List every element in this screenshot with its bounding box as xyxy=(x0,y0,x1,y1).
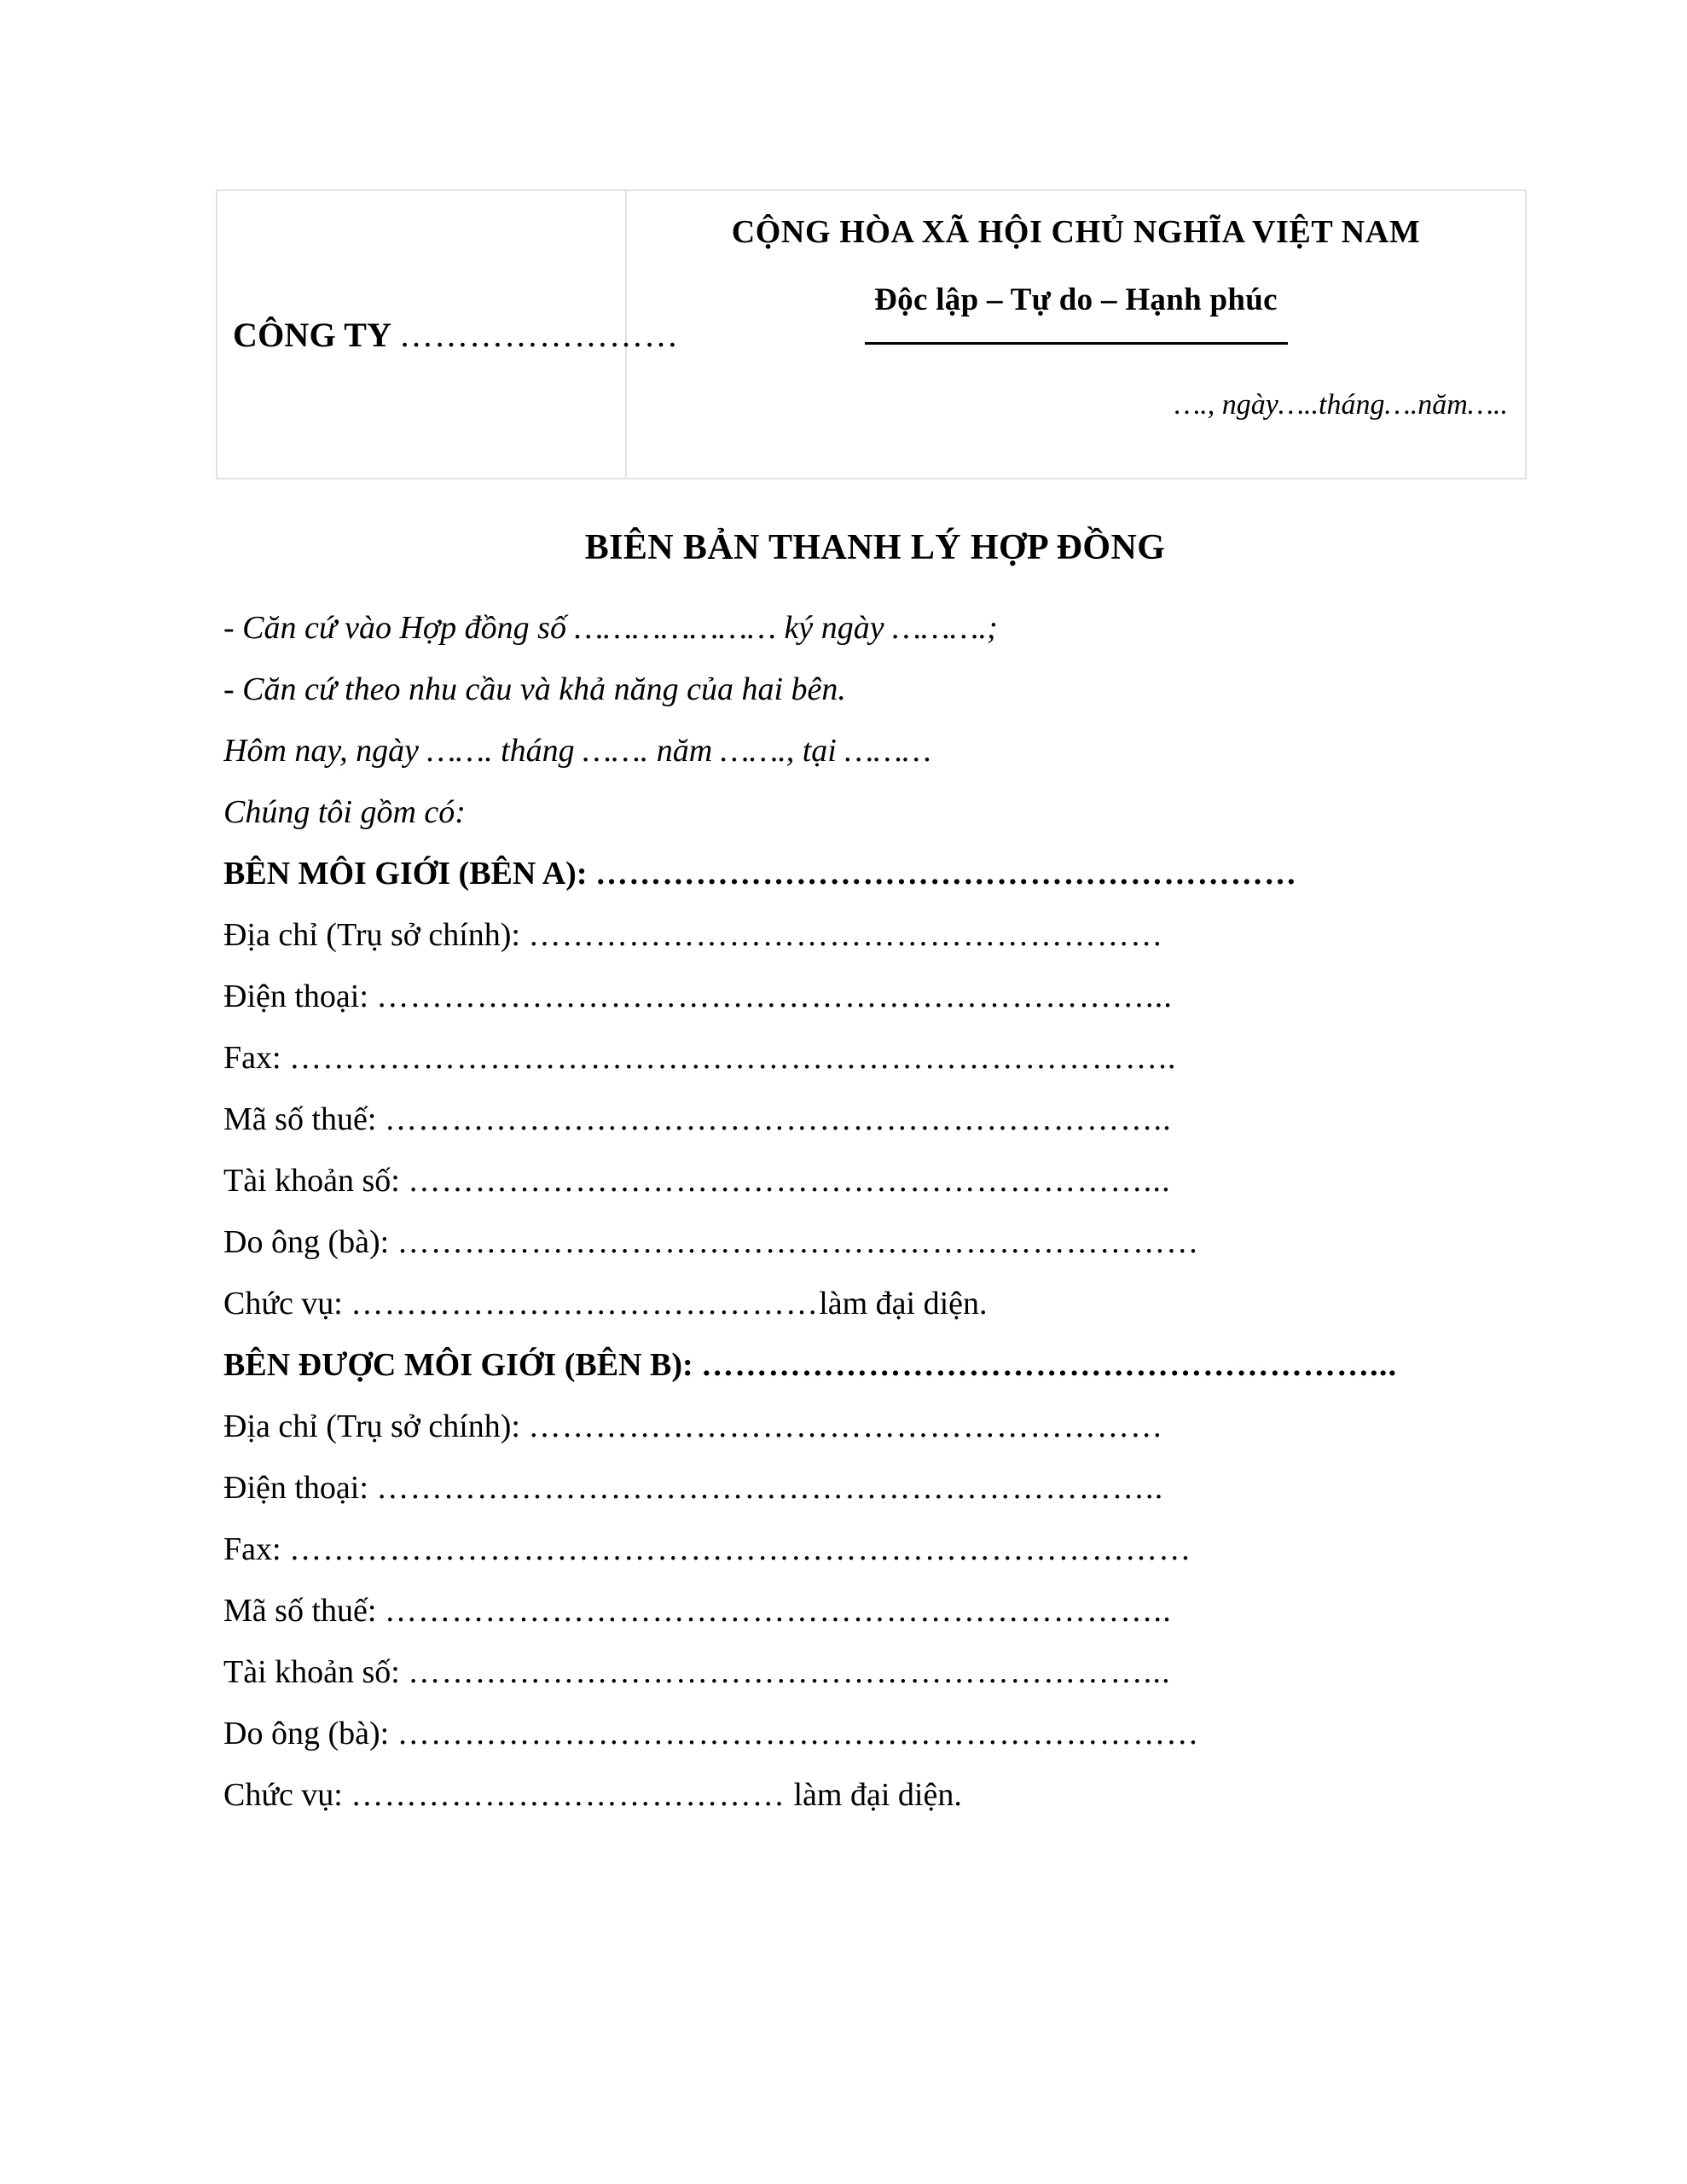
national-title: CỘNG HÒA XÃ HỘI CHỦ NGHĨA VIỆT NAM xyxy=(731,214,1421,250)
party-a-account-line xyxy=(223,1150,1527,1211)
party-a-position-dots: …………………………………… xyxy=(351,1286,820,1321)
party-a-tax-code-line xyxy=(223,1089,1527,1150)
party-a-tax-code-label: Mã số thuế: xyxy=(223,1101,377,1137)
party-a-account-label: Tài khoản số: xyxy=(223,1163,400,1199)
date-place-line: …., ngày…..tháng….năm….. xyxy=(1174,389,1508,421)
party-a-phone-label: Điện thoại: xyxy=(223,979,368,1014)
preamble-line-3: Hôm nay, ngày ……. tháng ……. năm ……., tại ……… xyxy=(223,733,931,769)
preamble-line-1: - Căn cứ vào Hợp đồng số ………………… ký ngày ……….; xyxy=(223,610,998,646)
company-dots: …………………… xyxy=(398,315,679,354)
party-b-heading-dots: ……………………………………………………... xyxy=(701,1347,1398,1383)
letterhead-table xyxy=(216,189,1527,479)
party-b-representative-line xyxy=(223,1703,1527,1764)
party-b-fax-label: Fax: xyxy=(223,1531,281,1567)
party-b-representative-dots: ……………………………………………………………… xyxy=(397,1716,1200,1751)
party-b-heading-label: BÊN ĐƯỢC MÔI GIỚI (BÊN B): xyxy=(223,1347,693,1383)
preamble-line-2: - Căn cứ theo nhu cầu và khả năng của hai bên. xyxy=(223,671,846,707)
party-a-position-line xyxy=(223,1273,1527,1334)
party-a-position-suffix: làm đại diện. xyxy=(819,1286,988,1321)
national-heading-cell xyxy=(626,190,1526,479)
party-a-phone-dots: ……………………………………………………………... xyxy=(376,979,1174,1014)
party-b-heading xyxy=(223,1334,1527,1396)
party-b-position-label: Chức vụ: xyxy=(223,1777,343,1813)
party-a-position-label: Chức vụ: xyxy=(223,1286,343,1321)
party-b-account-label: Tài khoản số: xyxy=(223,1654,400,1690)
party-b-phone-line xyxy=(223,1457,1527,1519)
party-b-tax-code-label: Mã số thuế: xyxy=(223,1593,377,1629)
party-b-representative-label: Do ông (bà): xyxy=(223,1716,390,1751)
company-label: CÔNG TY xyxy=(233,315,391,354)
party-b-fax-line xyxy=(223,1519,1527,1580)
party-a-tax-code-dots: …………………………………………………………….. xyxy=(384,1101,1172,1137)
party-b-account-dots: …………………………………………………………... xyxy=(408,1654,1171,1690)
party-b-tax-code-line xyxy=(223,1580,1527,1641)
motto-divider-rule xyxy=(865,342,1288,345)
preamble-line-4: Chúng tôi gồm có: xyxy=(223,794,466,830)
company-line xyxy=(233,315,679,355)
party-b-phone-dots: …………………………………………………………….. xyxy=(376,1470,1164,1506)
company-cell xyxy=(217,190,679,479)
party-b-position-suffix: làm đại diện. xyxy=(785,1777,962,1813)
letterhead-row xyxy=(217,190,1526,479)
party-a-fax-line xyxy=(223,1027,1527,1089)
party-b-position-dots: ………………………………… xyxy=(351,1777,786,1813)
party-a-representative-label: Do ông (bà): xyxy=(223,1224,390,1260)
party-b-address-dots: ………………………………………………… xyxy=(528,1409,1164,1444)
party-b-position-line xyxy=(223,1764,1527,1826)
party-a-fax-label: Fax: xyxy=(223,1040,281,1076)
party-a-address-dots: ………………………………………………… xyxy=(528,917,1164,953)
party-a-fax-dots: …………………………………………………………………….. xyxy=(289,1040,1177,1076)
party-a-representative-line xyxy=(223,1211,1527,1273)
party-a-account-dots: …………………………………………………………... xyxy=(408,1163,1171,1199)
party-b-address-label: Địa chỉ (Trụ sở chính): xyxy=(223,1409,520,1444)
party-b-address-line xyxy=(223,1396,1527,1457)
party-a-heading-label: BÊN MÔI GIỚI (BÊN A): xyxy=(223,856,588,892)
party-b-phone-label: Điện thoại: xyxy=(223,1470,368,1506)
page-title: BIÊN BẢN THANH LÝ HỢP ĐỒNG xyxy=(584,528,1166,567)
party-b-account-line xyxy=(223,1641,1527,1703)
party-a-representative-dots: ……………………………………………………………… xyxy=(397,1224,1200,1260)
party-a-address-label: Địa chỉ (Trụ sở chính): xyxy=(223,917,520,953)
party-a-heading-dots: ……………………………………………………… xyxy=(594,856,1298,892)
national-motto: Độc lập – Tự do – Hạnh phúc xyxy=(874,282,1278,317)
national-heading-stack xyxy=(642,191,1510,478)
party-a-address-line xyxy=(223,904,1527,966)
party-b-tax-code-dots: …………………………………………………………….. xyxy=(384,1593,1172,1629)
party-a-phone-line xyxy=(223,966,1527,1027)
party-b-fax-dots: ……………………………………………………………………… xyxy=(289,1531,1192,1567)
document-body xyxy=(223,527,1527,1826)
party-a-heading xyxy=(223,843,1527,904)
